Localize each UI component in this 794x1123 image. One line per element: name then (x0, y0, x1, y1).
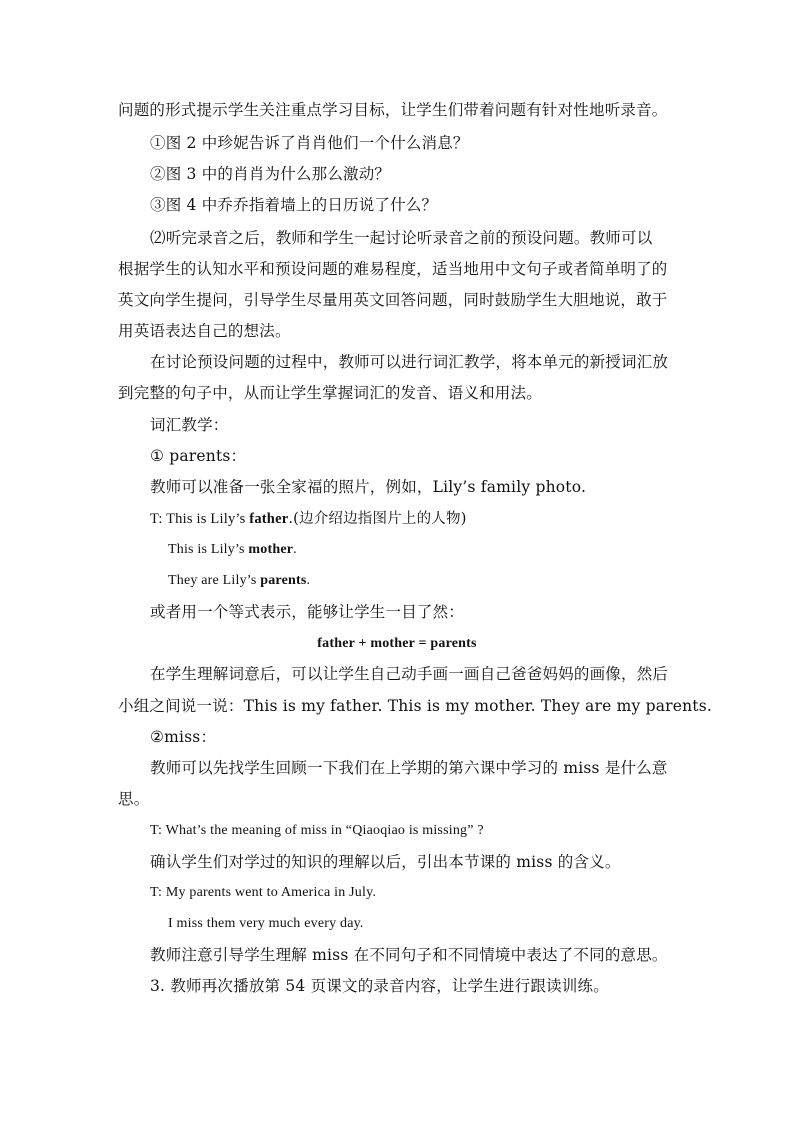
paragraph-line: 用英语表达自己的想法。 (118, 322, 291, 340)
dialogue-text: . (293, 542, 297, 557)
dialogue-line: T: What’s the meaning of miss in “Qiaoqiao is missing” ? (150, 823, 484, 838)
paragraph-line: 确认学生们对学过的知识的理解以后，引出本节课的 miss 的含义。 (150, 853, 621, 871)
numbered-step: 3. 教师再次播放第 54 页课文的录音内容，让学生进行跟读训练。 (150, 977, 609, 995)
paragraph-line: 在讨论预设问题的过程中，教师可以进行词汇教学，将本单元的新授词汇放 (150, 353, 669, 371)
paragraph-line: 教师可以准备一张全家福的照片，例如，Lily’s family photo. (150, 478, 587, 496)
vocab-item-heading: ②miss： (150, 728, 217, 746)
equation: father + mother = parents (317, 636, 477, 651)
dialogue-line: T: My parents went to America in July. (150, 885, 377, 900)
vocab-item-heading: ① parents： (150, 447, 247, 465)
question-3: ③图 4 中乔乔指着墙上的日历说了什么？ (150, 196, 438, 214)
paragraph-line: 问题的形式提示学生关注重点学习目标，让学生们带着问题有针对性地听录音。 (118, 101, 668, 119)
dialogue-line (150, 509, 467, 529)
dialogue-text: T: This is Lily’s (150, 511, 250, 527)
keyword-mother: mother (248, 542, 294, 557)
dialogue-line (168, 571, 310, 591)
keyword-parents: parents (260, 573, 307, 588)
paragraph-line: 小组之间说一说：This is my father. This is my mother. They are my parents. (118, 697, 713, 715)
paragraph-line: 或者用一个等式表示，能够让学生一目了然： (150, 603, 465, 621)
dialogue-line: I miss them very much every day. (168, 916, 364, 931)
paragraph-line: 英文向学生提问，引导学生尽量用英文回答问题，同时鼓励学生大胆地说，敢于 (118, 291, 668, 309)
paragraph-line: 到完整的句子中，从而让学生掌握词汇的发音、语义和用法。 (118, 384, 542, 402)
keyword-father: father (249, 511, 289, 527)
section-heading: 词汇教学： (150, 416, 229, 434)
paragraph-line: 在学生理解词意后，可以让学生自己动手画一画自己爸爸妈妈的画像，然后 (150, 665, 669, 683)
dialogue-text: .(边介绍边指图片上的人物) (288, 511, 467, 527)
paragraph-line: 根据学生的认知水平和预设问题的难易程度，适当地用中文句子或者简单明了的 (118, 260, 668, 278)
paragraph-line: 思。 (118, 790, 150, 808)
paragraph-line: 教师可以先找学生回顾一下我们在上学期的第六课中学习的 miss 是什么意 (150, 759, 668, 777)
paragraph-line: 教师注意引导学生理解 miss 在不同句子和不同情境中表达了不同的意思。 (150, 946, 668, 964)
question-1: ①图 2 中珍妮告诉了肖肖他们一个什么消息？ (150, 134, 469, 152)
dialogue-text: . (306, 573, 311, 588)
dialogue-text: They are Lily’s (168, 573, 261, 588)
paragraph-line: ⑵听完录音之后，教师和学生一起讨论听录音之前的预设问题。教师可以 (150, 229, 653, 247)
dialogue-line (168, 540, 297, 560)
question-2: ②图 3 中的肖肖为什么那么激动？ (150, 165, 391, 183)
dialogue-text: This is Lily’s (168, 542, 249, 557)
